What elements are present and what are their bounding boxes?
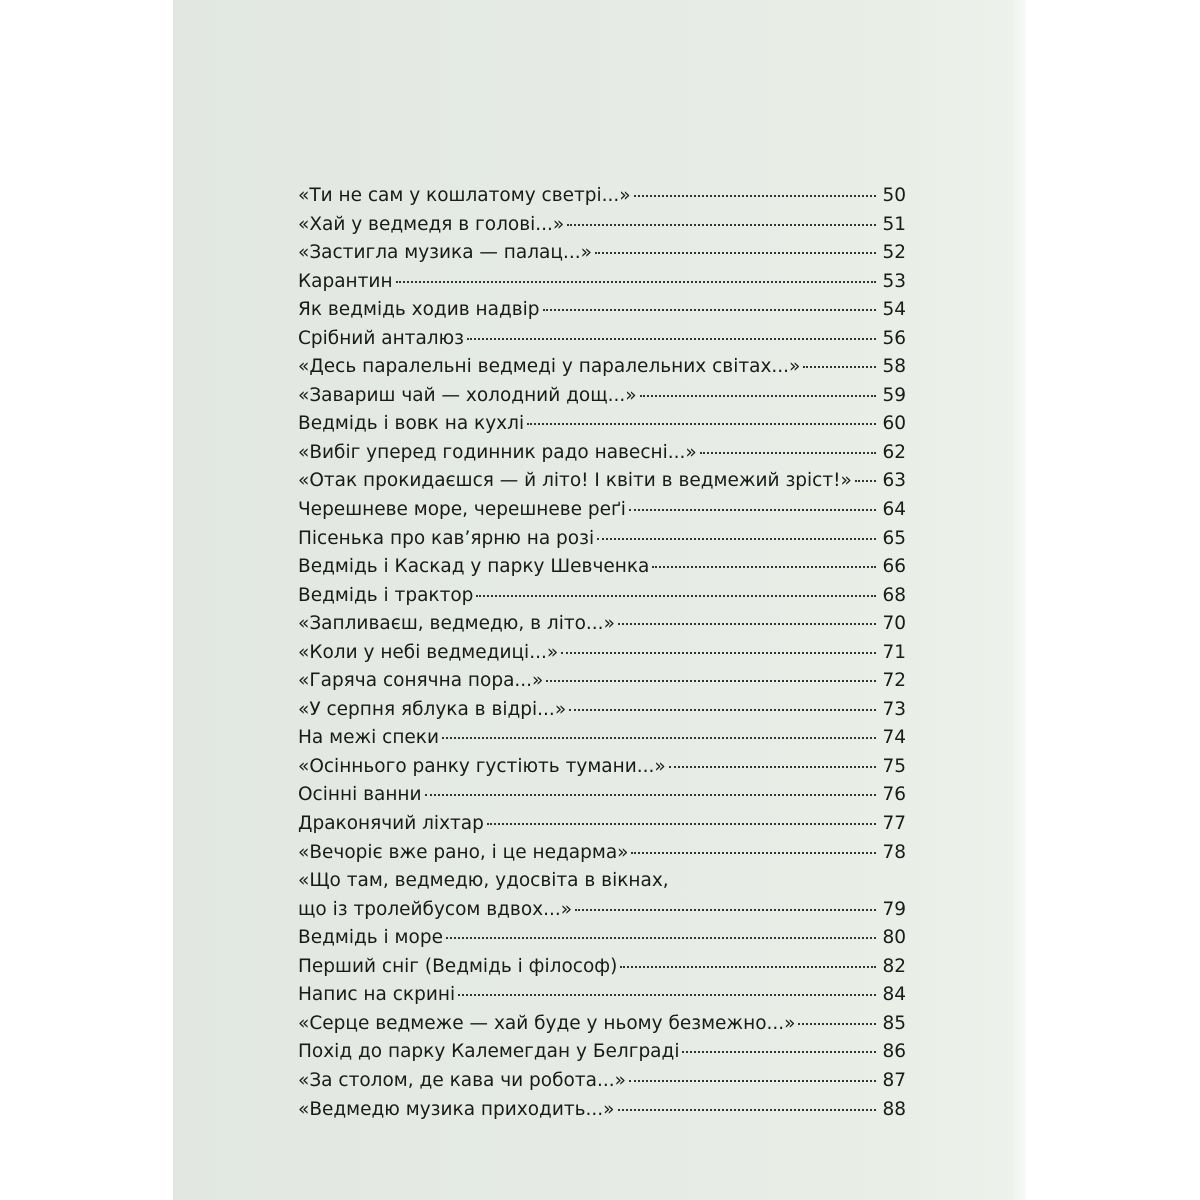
toc-entry-page: 84	[882, 984, 906, 1006]
toc-entry-page: 64	[882, 499, 906, 521]
toc-entry-page: 71	[882, 641, 906, 663]
toc-entry	[298, 1067, 906, 1096]
toc-entry	[298, 382, 906, 411]
toc-entry-title: Драконячий ліхтар	[298, 813, 484, 835]
toc-entry	[298, 810, 906, 839]
dot-leader	[543, 308, 876, 311]
toc-entry	[298, 981, 906, 1010]
dot-leader	[629, 508, 876, 511]
toc-entry-page: 59	[882, 384, 906, 406]
toc-entry-page: 74	[882, 727, 906, 749]
toc-entry	[298, 268, 906, 297]
dot-leader	[396, 280, 876, 283]
toc-entry-page: 53	[882, 270, 906, 292]
toc-entry-title: Ведмідь і трактор	[298, 584, 474, 606]
toc-entry-title: Карантин	[298, 270, 393, 292]
toc-entry-title: Пісенька про кав’ярню на розі	[298, 527, 595, 549]
toc-entry-title: Осінні ванни	[298, 784, 422, 806]
toc-entry-page: 68	[882, 584, 906, 606]
toc-entry	[298, 553, 906, 582]
toc-entry	[298, 839, 906, 868]
dot-leader	[669, 765, 876, 768]
dot-leader	[567, 223, 876, 226]
toc-entry-title: «Коли у небі ведмедиці...»	[298, 641, 559, 663]
toc-entry	[298, 296, 906, 325]
toc-entry	[298, 1038, 906, 1067]
toc-entry-title: «За столом, де кава чи робота...»	[298, 1069, 626, 1091]
table-of-contents	[298, 182, 906, 1124]
toc-entry-page: 85	[882, 1012, 906, 1034]
toc-entry-title: Напис на скрині	[298, 984, 456, 1006]
dot-leader	[561, 651, 876, 654]
dot-leader	[803, 365, 876, 368]
dot-leader	[527, 422, 876, 425]
toc-entry-title: Як ведмідь ходив надвір	[298, 299, 540, 321]
toc-entry-two-line	[298, 867, 906, 924]
toc-entry	[298, 239, 906, 268]
toc-entry	[298, 781, 906, 810]
toc-entry-title: «Вечоріє вже рано, і це недарма»	[298, 841, 629, 863]
dot-leader	[487, 822, 876, 825]
toc-entry	[298, 525, 906, 554]
dot-leader	[476, 594, 876, 597]
dot-leader	[682, 1050, 876, 1053]
toc-entry-title-line2: що із тролейбусом вдвох...»	[298, 898, 573, 920]
toc-entry-title: Ведмідь і море	[298, 927, 443, 949]
toc-entry-title-line1: «Що там, ведмедю, удосвіта в вікнах,	[298, 870, 669, 892]
dot-leader	[652, 565, 876, 568]
toc-entry-title: «Запливаєш, ведмедю, в літо...»	[298, 613, 615, 635]
toc-entry-page: 80	[882, 927, 906, 949]
toc-entry-page: 87	[882, 1069, 906, 1091]
toc-entry-page: 73	[882, 698, 906, 720]
toc-entry-page: 56	[882, 327, 906, 349]
toc-entry	[298, 1010, 906, 1039]
toc-entry-title: Ведмідь і Каскад у парку Шевченка	[298, 556, 650, 578]
toc-entry-page: 76	[882, 784, 906, 806]
dot-leader	[595, 251, 876, 254]
toc-entry-title: «Хай у ведмедя в голові...»	[298, 213, 565, 235]
toc-entry-page: 82	[882, 955, 906, 977]
toc-entry-page: 65	[882, 527, 906, 549]
toc-entry	[298, 724, 906, 753]
toc-entry	[298, 667, 906, 696]
toc-entry	[298, 696, 906, 725]
toc-entry-page: 51	[882, 213, 906, 235]
toc-entry-title: «Отак прокидаєшся — й літо! І квіти в ведмежий зріст!»	[298, 470, 852, 492]
toc-entry-page: 78	[882, 841, 906, 863]
toc-entry-title: Срібний анталюз	[298, 327, 465, 349]
dot-leader	[620, 965, 876, 968]
toc-entry-page: 79	[882, 898, 906, 920]
toc-entry	[298, 410, 906, 439]
dot-leader	[569, 708, 876, 711]
toc-entry-page: 54	[882, 299, 906, 321]
dot-leader	[442, 736, 876, 739]
toc-entry-page: 75	[882, 755, 906, 777]
dot-leader	[618, 1108, 876, 1111]
toc-entry	[298, 182, 906, 211]
toc-entry-title: «У серпня яблука в відрі...»	[298, 698, 567, 720]
toc-entry-title: «Завариш чай — холодний дощ...»	[298, 384, 637, 406]
dot-leader	[634, 194, 876, 197]
toc-entry	[298, 439, 906, 468]
dot-leader	[546, 679, 876, 682]
toc-entry	[298, 1096, 906, 1125]
toc-entry-page: 77	[882, 813, 906, 835]
toc-entry-page: 63	[882, 470, 906, 492]
toc-entry	[298, 924, 906, 953]
toc-entry-page: 52	[882, 242, 906, 264]
toc-entry-page: 62	[882, 441, 906, 463]
toc-entry-page: 86	[882, 1041, 906, 1063]
toc-entry-page: 88	[882, 1098, 906, 1120]
dot-leader	[446, 936, 876, 939]
toc-entry-title: Перший сніг (Ведмідь і філософ)	[298, 955, 618, 977]
toc-entry	[298, 211, 906, 240]
toc-entry-title: «Ти не сам у кошлатому светрі...»	[298, 185, 631, 206]
toc-entry-title: «Серце ведмеже — хай буде у ньому безмежно...»	[298, 1012, 796, 1034]
dot-leader	[798, 1022, 876, 1025]
toc-entry-title: Ведмідь і вовк на кухлі	[298, 413, 525, 435]
dot-leader	[467, 337, 876, 340]
toc-entry	[298, 353, 906, 382]
dot-leader	[629, 1079, 876, 1082]
toc-entry	[298, 467, 906, 496]
toc-entry-title: Похід до парку Калемегдан у Белграді	[298, 1041, 680, 1063]
dot-leader	[597, 537, 876, 540]
toc-entry-title: «Застигла музика — палац...»	[298, 242, 592, 264]
toc-entry-title: На межі спеки	[298, 727, 439, 749]
toc-entry-page: 50	[882, 185, 906, 206]
toc-entry-title: «Осіннього ранку густіють тумани...»	[298, 755, 666, 777]
toc-entry-title: Черешневе море, черешневе реґі	[298, 499, 626, 521]
dot-leader	[458, 993, 876, 996]
toc-entry-page: 66	[882, 556, 906, 578]
toc-entry-page: 60	[882, 413, 906, 435]
dot-leader	[618, 622, 876, 625]
toc-entry	[298, 610, 906, 639]
dot-leader	[631, 851, 876, 854]
toc-entry	[298, 639, 906, 668]
toc-entry	[298, 953, 906, 982]
toc-entry-page: 72	[882, 670, 906, 692]
dot-leader	[575, 908, 876, 911]
toc-entry-page: 58	[882, 356, 906, 378]
toc-entry-title: «Ведмедю музика приходить...»	[298, 1098, 615, 1120]
toc-entry	[298, 582, 906, 611]
toc-entry	[298, 325, 906, 354]
toc-entry	[298, 753, 906, 782]
toc-entry-title: «Гаряча сонячна пора...»	[298, 670, 544, 692]
dot-leader	[700, 451, 876, 454]
toc-entry-title: «Вибіг уперед годинник радо навесні...»	[298, 441, 697, 463]
dot-leader	[425, 793, 876, 796]
dot-leader	[640, 394, 876, 397]
page-edge-highlight	[1010, 0, 1026, 1200]
toc-entry	[298, 496, 906, 525]
toc-entry-title: «Десь паралельні ведмеді у паралельних світах...»	[298, 356, 801, 378]
toc-entry-page: 70	[882, 613, 906, 635]
dot-leader	[855, 479, 876, 482]
